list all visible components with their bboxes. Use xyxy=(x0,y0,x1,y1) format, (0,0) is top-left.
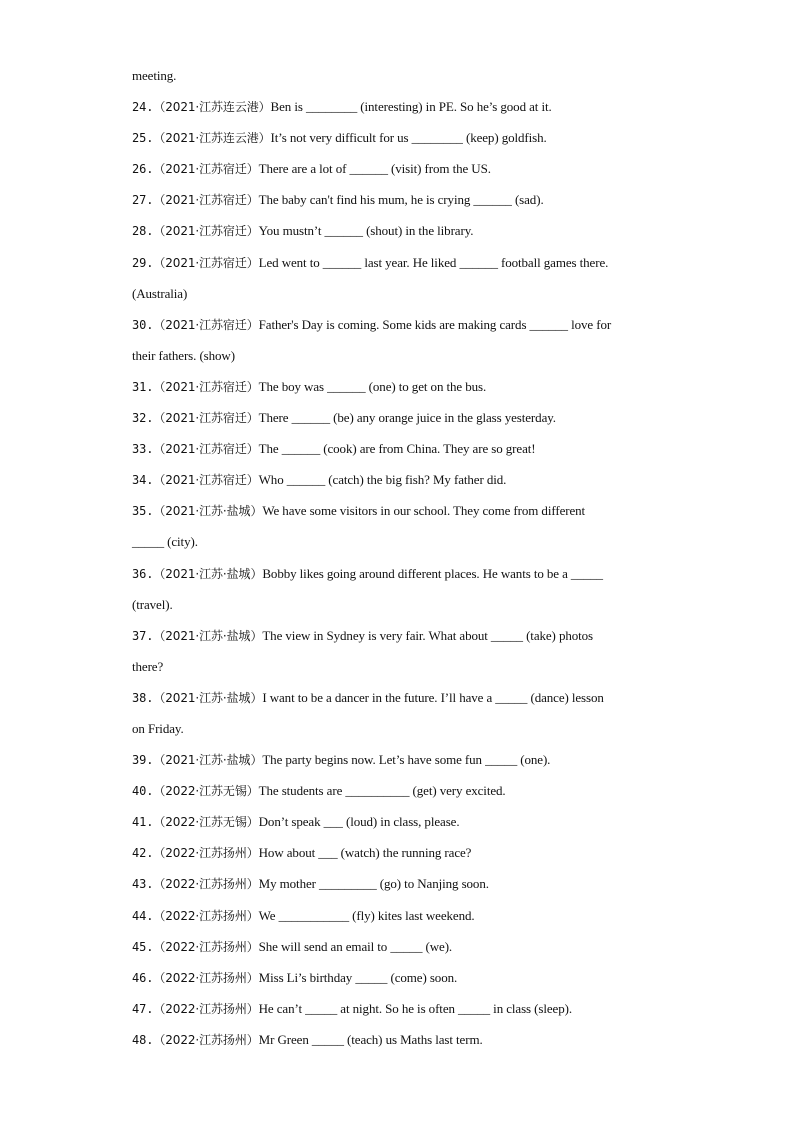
question-number: 33. xyxy=(132,442,154,457)
question-source: （2021·江苏宿迁） xyxy=(153,224,259,239)
continuation-line xyxy=(132,284,672,315)
question-source: （2022·江苏扬州） xyxy=(153,970,259,985)
question-number: 40. xyxy=(132,784,154,799)
question-line xyxy=(132,408,672,439)
question-source: （2021·江苏连云港） xyxy=(153,100,271,115)
question-source: （2022·江苏扬州） xyxy=(153,1032,259,1047)
question-line xyxy=(132,315,672,346)
question-line xyxy=(132,937,672,968)
question-text: Father's Day is coming. Some kids are making cards ______ love for xyxy=(258,316,612,332)
question-source: （2021·江苏宿迁） xyxy=(153,442,259,457)
question-line xyxy=(132,1030,672,1061)
question-number: 48. xyxy=(132,1032,154,1047)
question-source: （2021·江苏宿迁） xyxy=(153,255,259,270)
question-number: 25. xyxy=(132,131,154,146)
question-number: 30. xyxy=(132,317,154,332)
question-line xyxy=(132,812,672,843)
question-number: 35. xyxy=(132,504,154,519)
question-text: The baby can't find his mum, he is crying ______ (sad). xyxy=(258,192,544,208)
question-number: 39. xyxy=(132,753,154,768)
continuation-line xyxy=(132,346,672,377)
question-text: I want to be a dancer in the future. I’ll have a _____ (dance) lesson xyxy=(262,689,604,705)
question-line xyxy=(132,470,672,501)
continuation-line xyxy=(132,66,672,97)
question-line xyxy=(132,688,672,719)
question-text: meeting. xyxy=(132,68,177,83)
question-source: （2021·江苏·盐城） xyxy=(153,628,263,643)
question-number: 42. xyxy=(132,846,154,861)
question-number: 44. xyxy=(132,908,154,923)
question-text: The students are __________ (get) very excited. xyxy=(258,783,506,799)
question-number: 36. xyxy=(132,566,154,581)
question-text: There are a lot of ______ (visit) from the US. xyxy=(258,161,491,177)
question-number: 47. xyxy=(132,1001,154,1016)
question-number: 41. xyxy=(132,815,154,830)
question-number: 43. xyxy=(132,877,154,892)
question-line xyxy=(132,377,672,408)
question-source: （2021·江苏·盐城） xyxy=(153,504,263,519)
question-source: （2021·江苏·盐城） xyxy=(153,753,263,768)
question-source: （2021·江苏宿迁） xyxy=(153,411,259,426)
question-source: （2021·江苏宿迁） xyxy=(153,473,259,488)
question-text: The view in Sydney is very fair. What about _____ (take) photos xyxy=(262,627,594,643)
question-source: （2021·江苏连云港） xyxy=(153,131,271,146)
question-text: (Australia) xyxy=(132,285,188,301)
question-source: （2022·江苏扬州） xyxy=(153,877,259,892)
question-source: （2021·江苏宿迁） xyxy=(153,162,259,177)
question-line xyxy=(132,781,672,812)
question-number: 27. xyxy=(132,193,154,208)
question-text: The party begins now. Let’s have some fun _____ (one). xyxy=(262,752,551,768)
question-text: Miss Li’s birthday _____ (come) soon. xyxy=(258,969,458,985)
question-line xyxy=(132,999,672,1030)
question-text: You mustn’t ______ (shout) in the library. xyxy=(258,223,474,239)
question-number: 29. xyxy=(132,255,154,270)
continuation-line xyxy=(132,719,672,750)
question-source: （2021·江苏·盐城） xyxy=(153,566,263,581)
question-line xyxy=(132,253,672,284)
question-text: Led went to ______ last year. He liked ______ football games there. xyxy=(258,254,609,270)
continuation-line xyxy=(132,595,672,626)
question-text: Bobby likes going around different places. He wants to be a _____ xyxy=(262,565,603,581)
question-source: （2021·江苏·盐城） xyxy=(153,690,263,705)
question-text: there? xyxy=(132,658,164,674)
question-number: 31. xyxy=(132,379,154,394)
question-line xyxy=(132,159,672,190)
question-text: Who ______ (catch) the big fish? My father did. xyxy=(258,472,507,488)
question-text: How about ___ (watch) the running race? xyxy=(258,845,472,861)
continuation-line xyxy=(132,532,672,563)
question-source: （2022·江苏无锡） xyxy=(153,815,259,830)
question-text: She will send an email to _____ (we). xyxy=(258,938,453,954)
question-number: 38. xyxy=(132,690,154,705)
question-text: Ben is ________ (interesting) in PE. So he’s good at it. xyxy=(270,99,552,115)
question-line xyxy=(132,968,672,999)
question-source: （2021·江苏宿迁） xyxy=(153,317,259,332)
question-text: Mr Green _____ (teach) us Maths last term. xyxy=(258,1031,483,1047)
question-line xyxy=(132,501,672,532)
question-source: （2021·江苏宿迁） xyxy=(153,193,259,208)
question-line xyxy=(132,128,672,159)
question-number: 26. xyxy=(132,162,154,177)
question-line xyxy=(132,439,672,470)
question-number: 45. xyxy=(132,939,154,954)
question-number: 46. xyxy=(132,970,154,985)
question-list xyxy=(132,66,672,1061)
question-number: 24. xyxy=(132,100,154,115)
question-text: We have some visitors in our school. They come from different xyxy=(262,503,586,519)
question-line xyxy=(132,843,672,874)
question-text: We ___________ (fly) kites last weekend. xyxy=(258,907,475,923)
question-line xyxy=(132,750,672,781)
question-text: (travel). xyxy=(132,596,173,612)
continuation-line xyxy=(132,657,672,688)
question-line xyxy=(132,221,672,252)
question-line xyxy=(132,97,672,128)
question-text: There ______ (be) any orange juice in the glass yesterday. xyxy=(258,410,556,426)
question-source: （2022·江苏扬州） xyxy=(153,1001,259,1016)
question-line xyxy=(132,626,672,657)
question-number: 37. xyxy=(132,628,154,643)
question-line xyxy=(132,874,672,905)
question-source: （2022·江苏无锡） xyxy=(153,784,259,799)
question-text: It’s not very difficult for us ________ (keep) goldfish. xyxy=(270,130,547,146)
question-line xyxy=(132,190,672,221)
question-number: 28. xyxy=(132,224,154,239)
question-line xyxy=(132,906,672,937)
question-text: their fathers. (show) xyxy=(132,347,235,363)
question-text: The ______ (cook) are from China. They are so great! xyxy=(258,441,536,457)
question-number: 34. xyxy=(132,473,154,488)
question-text: My mother _________ (go) to Nanjing soon. xyxy=(258,876,489,892)
question-text: _____ (city). xyxy=(132,534,198,550)
question-line xyxy=(132,564,672,595)
document-page xyxy=(132,66,672,1061)
question-text: Don’t speak ___ (loud) in class, please. xyxy=(258,814,460,830)
question-source: （2022·江苏扬州） xyxy=(153,908,259,923)
question-text: on Friday. xyxy=(132,720,184,736)
question-number: 32. xyxy=(132,411,154,426)
question-source: （2022·江苏扬州） xyxy=(153,939,259,954)
question-text: The boy was ______ (one) to get on the bus. xyxy=(258,378,487,394)
question-source: （2021·江苏宿迁） xyxy=(153,379,259,394)
question-source: （2022·江苏扬州） xyxy=(153,846,259,861)
question-text: He can’t _____ at night. So he is often _____ in class (sleep). xyxy=(258,1000,572,1016)
